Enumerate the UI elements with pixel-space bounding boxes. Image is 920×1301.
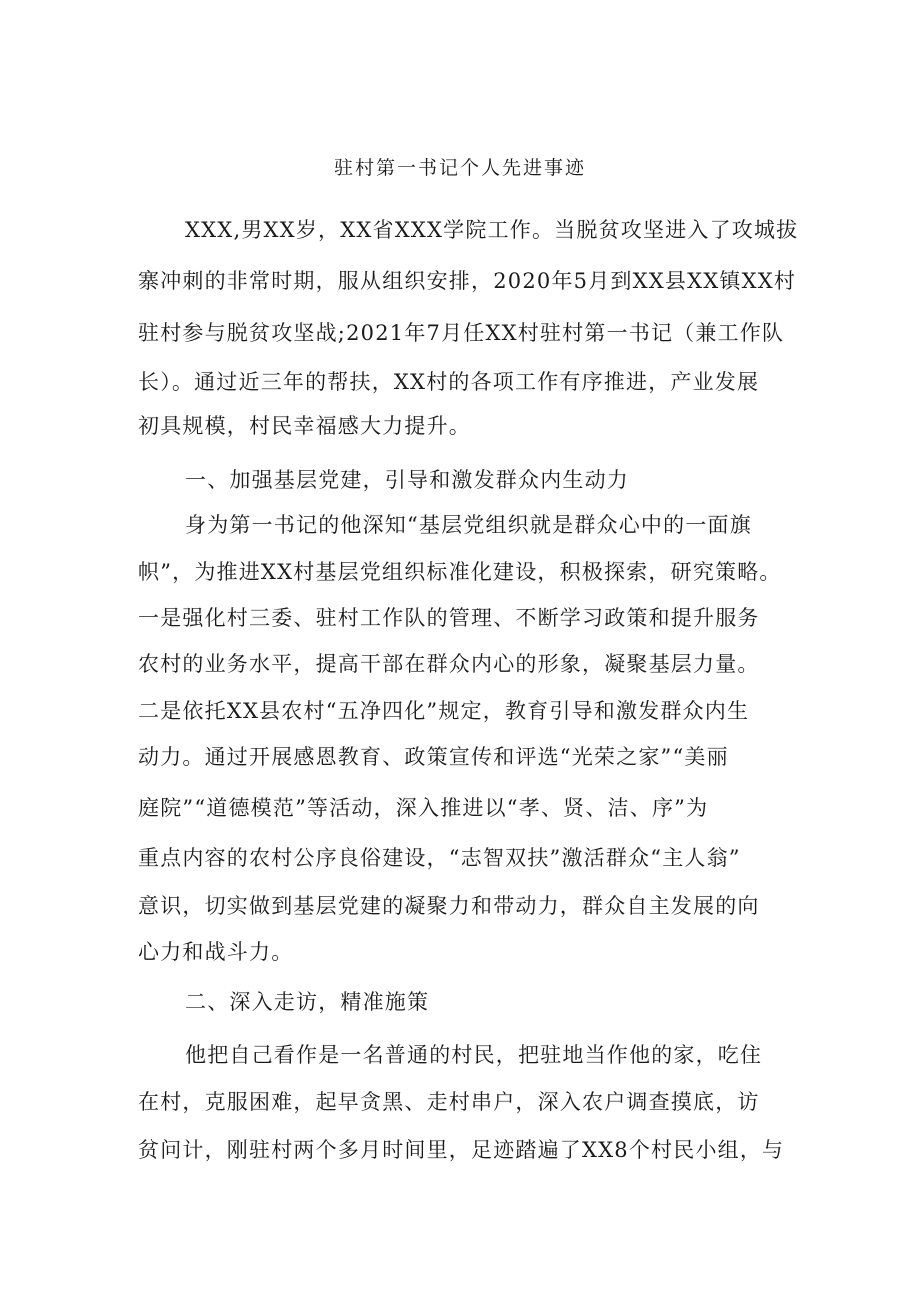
section-heading-2: 二、深入走访，精准施策 — [185, 990, 430, 1014]
paragraph-2-line-8: 重点内容的农村公序良俗建设，“志智双扶”激活群众“主人翁” — [138, 846, 741, 870]
section-heading-1: 一、加强基层党建，引导和激发群众内生动力 — [185, 468, 629, 492]
paragraph-2-line-2: 帜”，为推进XX村基层党组织标准化建设，积极探索，研究策略。 — [138, 560, 782, 584]
paragraph-1-line-5: 初具规模，村民幸福感大力提升。 — [138, 414, 471, 438]
paragraph-2-line-3: 一是强化村三委、驻村工作队的管理、不断学习政策和提升服务 — [138, 606, 760, 630]
paragraph-3-line-3: 贫问计，刚驻村两个多月时间里，足迹踏遍了XX8个村民小组，与 — [138, 1138, 785, 1162]
paragraph-3-line-1: 他把自己看作是一名普通的村民，把驻地当作他的家，吃住 — [185, 1043, 763, 1067]
paragraph-2-line-4: 农村的业务水平，提高干部在群众内心的形象，凝聚基层力量。 — [138, 652, 760, 676]
paragraph-1-line-4: 长）。通过近三年的帮扶，XX村的各项工作有序推进，产业发展 — [138, 370, 760, 394]
document-title: 驻村第一书记个人先进事迹 — [333, 157, 586, 179]
paragraph-2-line-9: 意识，切实做到基层党建的凝聚力和带动力，群众自主发展的向 — [138, 894, 760, 918]
paragraph-2-line-5: 二是依托XX县农村“五净四化”规定，教育引导和激发群众内生 — [138, 699, 750, 723]
paragraph-3-line-2: 在村，克服困难，起早贪黑、走村串户，深入农户调查摸底，访 — [138, 1090, 760, 1114]
paragraph-2-line-1: 身为第一书记的他深知“基层党组织就是群众心中的一面旗 — [185, 513, 752, 537]
paragraph-2-line-7: 庭院”“道德模范”等活动，深入推进以“孝、贤、洁、序”为 — [138, 796, 709, 820]
paragraph-2-line-10: 心力和战斗力。 — [138, 940, 294, 964]
paragraph-1-line-1: XXX,男XX岁，XX省XXX学院工作。当脱贫攻坚进入了攻城拔 — [185, 218, 799, 242]
paragraph-2-line-6: 动力。通过开展感恩教育、政策宣传和评选“光荣之家”“美丽 — [138, 745, 729, 769]
paragraph-1-line-3: 驻村参与脱贫攻坚战;2021年7月任XX村驻村第一书记（兼工作队 — [138, 321, 785, 345]
paragraph-1-line-2: 寨冲刺的非常时期，服从组织安排，2020年5月到XX县XX镇XX村 — [138, 269, 797, 293]
